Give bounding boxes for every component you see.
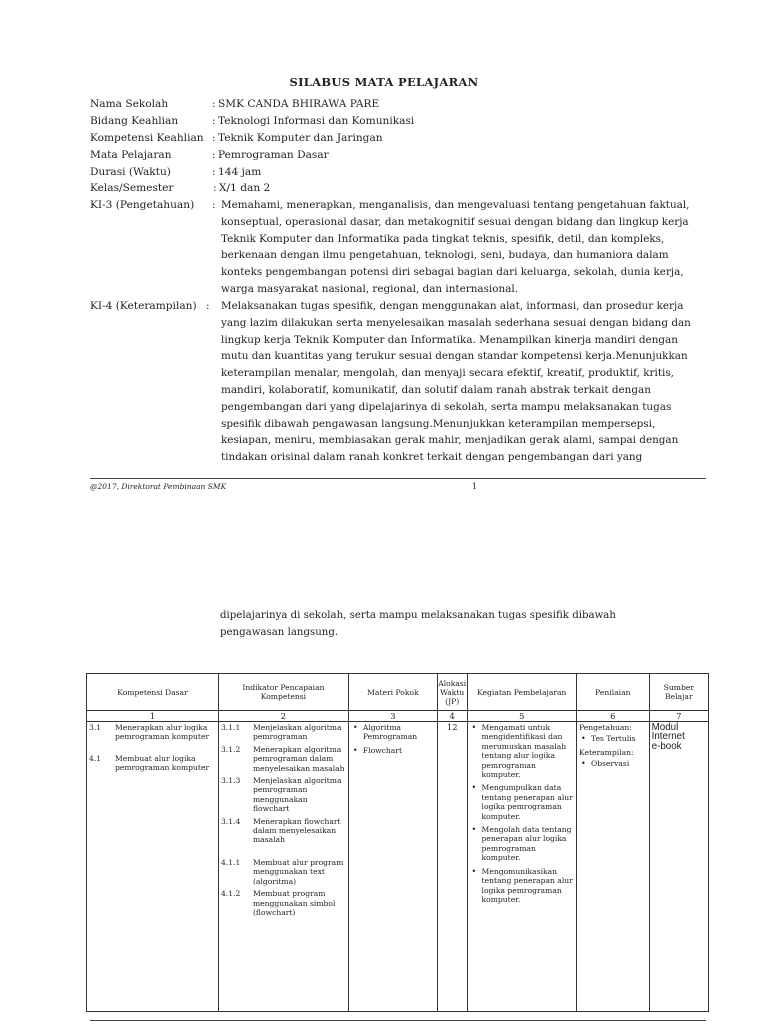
info-label: Mata Pelajaran bbox=[90, 149, 172, 161]
kd-item bbox=[89, 754, 216, 773]
indicator-item bbox=[221, 858, 346, 886]
indicator-item bbox=[221, 776, 346, 814]
materi-item: • Flowchart bbox=[351, 746, 435, 755]
info-colon: : bbox=[213, 182, 217, 194]
info-label: Durasi (Waktu) bbox=[90, 166, 171, 178]
info-row-school bbox=[90, 98, 710, 115]
info-colon: : bbox=[212, 98, 216, 110]
indicator-text: Membuat program menggunakan simbol (flowchart) bbox=[252, 889, 336, 917]
ki4-label: KI-4 (Keterampilan) bbox=[90, 300, 197, 312]
table-header-row bbox=[87, 674, 709, 711]
penilaian-pengetahuan-list bbox=[579, 734, 647, 743]
footer-divider bbox=[90, 478, 706, 479]
info-colon: : bbox=[212, 166, 216, 178]
indicator-item bbox=[221, 723, 346, 742]
ki4-paragraph bbox=[221, 298, 711, 466]
column-number: 2 bbox=[218, 711, 348, 722]
indicator-text: Membuat alur program menggunakan text (algoritma) bbox=[252, 857, 344, 886]
page-number: 1 bbox=[472, 482, 478, 491]
penilaian-item: • Tes Tertulis bbox=[579, 734, 647, 743]
ki3-label: KI-3 (Pengetahuan) bbox=[90, 199, 195, 211]
info-colon: : bbox=[206, 300, 210, 312]
ki4-line: keterampilan menalar, mengolah, dan menyaji secara efektif, kreatif, produktif, kritis, bbox=[221, 367, 674, 380]
sumber-item: Internet bbox=[651, 731, 685, 743]
document-title: SILABUS MATA PELAJARAN bbox=[289, 75, 479, 89]
ki4-line: Melaksanakan tugas spesifik, dengan menggunakan alat, informasi, dan prosedur kerja bbox=[221, 300, 684, 312]
ki3-line: warga masyarakat nasional, regional, dan internasional. bbox=[221, 282, 519, 295]
penilaian-keterampilan-label: Keterampilan: bbox=[579, 747, 634, 757]
indicator-text: Menerapkan flowchart dalam menyelesaikan masalah bbox=[252, 816, 341, 845]
indicator-number: 3.1.2 bbox=[220, 744, 241, 754]
indicator-number: 3.1.1 bbox=[220, 723, 241, 732]
ki4-line: mandiri, kolaboratif, komunikatif, dan solutif dalam ranah abstrak terkait dengan bbox=[221, 383, 651, 396]
ki3-paragraph bbox=[221, 197, 711, 298]
cell-materi-pokok bbox=[348, 722, 437, 1012]
info-row-field bbox=[90, 115, 710, 132]
cell-indikator bbox=[218, 722, 348, 1012]
info-label: Bidang Keahlian bbox=[90, 115, 179, 127]
continuation-line: pengawasan langsung. bbox=[220, 627, 339, 638]
penilaian-keterampilan-list bbox=[579, 759, 647, 768]
info-label: Nama Sekolah bbox=[90, 98, 169, 110]
header-penilaian: Penilaian bbox=[577, 674, 650, 711]
ki4-line: kesiapan, meniru, membiasakan gerak mahir, menjadikan gerak alami, sampai dengan bbox=[221, 434, 679, 447]
info-value: Teknologi Informasi dan Komunikasi bbox=[218, 115, 415, 127]
kegiatan-item: • Mengumpulkan data tentang penerapan alur logika pemrograman komputer. bbox=[470, 783, 574, 821]
info-row-duration bbox=[90, 166, 710, 183]
footer-copyright: @2017, Direktorat Pembinaan SMK bbox=[90, 482, 227, 491]
indicator-item bbox=[221, 889, 346, 917]
info-label: Kelas/Semester bbox=[90, 182, 174, 194]
cell-kegiatan bbox=[467, 722, 576, 1012]
header-kegiatan: Kegiatan Pembelajaran bbox=[467, 674, 576, 711]
ki3-line: konseptual, operasional dasar, dan metakognitif sesuai dengan bidang dan lingkup kerja bbox=[221, 215, 689, 228]
indicator-number: 4.1.2 bbox=[220, 889, 241, 899]
ki4-line: mutu dan kuantitas yang terukur sesuai dengan standar kompetensi kerja.Menunjukkan bbox=[221, 350, 688, 363]
kegiatan-list bbox=[470, 723, 574, 904]
info-colon: : bbox=[212, 199, 216, 211]
column-number: 1 bbox=[87, 711, 219, 722]
ki4-line: lingkup kerja Teknik Komputer dan Informatika. Menampilkan kinerja mandiri dengan bbox=[221, 333, 678, 346]
cell-alokasi-waktu: 12 bbox=[437, 722, 467, 1012]
sumber-item: e-book bbox=[651, 740, 682, 752]
ki4-line: pengembangan dari yang dipelajarinya di sekolah, serta mampu melaksanakan tugas bbox=[221, 400, 672, 413]
info-value: Teknik Komputer dan Jaringan bbox=[218, 132, 383, 144]
info-row-competency bbox=[90, 132, 710, 149]
ki4-line: tindakan orisinal dalam ranah konkret terkait dengan pengembangan dari yang bbox=[221, 451, 643, 464]
info-value: 144 jam bbox=[218, 166, 262, 178]
kegiatan-item: • Mengolah data tentang penerapan alur logika pemrograman komputer. bbox=[470, 825, 574, 863]
column-number: 5 bbox=[467, 711, 576, 722]
ki4-line: spesifik dibawah pengawasan langsung.Menunjukkan keterampilan mempersepsi, bbox=[221, 417, 656, 430]
continuation-line: dipelajarinya di sekolah, serta mampu melaksanakan tugas spesifik dibawah bbox=[220, 610, 616, 621]
syllabus-table bbox=[86, 673, 709, 1012]
indicator-item bbox=[221, 745, 346, 773]
indicator-item bbox=[221, 817, 346, 845]
header-kompetensi-dasar: Kompetensi Dasar bbox=[87, 674, 219, 711]
penilaian-item: • Observasi bbox=[579, 759, 647, 768]
info-colon: : bbox=[212, 149, 216, 161]
table-row bbox=[87, 722, 709, 1012]
column-number: 4 bbox=[437, 711, 467, 722]
kd-text: Membuat alur logika pemrograman komputer bbox=[115, 753, 210, 773]
info-value: Pemrograman Dasar bbox=[218, 149, 329, 161]
ki3-line: berkenaan dengan ilmu pengetahuan, teknologi, seni, budaya, dan humaniora dalam bbox=[221, 249, 669, 262]
indicator-number: 4.1.1 bbox=[220, 857, 241, 867]
ki3-line: konteks pengembangan potensi diri sebagai bagian dari keluarga, sekolah, dunia kerja, bbox=[221, 266, 684, 279]
indicator-text: Menjelaskan algoritma pemrograman menggunakan flowchart bbox=[252, 776, 342, 814]
indicator-text: Menerapkan algoritma pemrograman dalam menyelesaikan masalah bbox=[252, 744, 345, 773]
column-number: 3 bbox=[348, 711, 437, 722]
indicator-number: 3.1.3 bbox=[220, 776, 241, 786]
materi-item: • Algoritma Pemrograman bbox=[351, 723, 435, 742]
sumber-item: Modul bbox=[651, 722, 679, 733]
info-value: X/1 dan 2 bbox=[219, 182, 271, 194]
kd-item bbox=[89, 723, 216, 742]
penilaian-pengetahuan-label: Pengetahuan: bbox=[579, 723, 632, 732]
header-indikator: Indikator Pencapaian Kompetensi bbox=[218, 674, 348, 711]
ki3-line: Memahami, menerapkan, menganalisis, dan mengevaluasi tentang pengetahuan faktual, bbox=[221, 199, 690, 211]
indicator-text: Menjelaskan algoritma pemrograman bbox=[252, 723, 342, 742]
kd-number: 4.1 bbox=[89, 753, 102, 763]
indicator-spacer bbox=[221, 848, 346, 858]
materi-list bbox=[351, 723, 435, 755]
cell-kompetensi-dasar bbox=[87, 722, 219, 1012]
bottom-divider bbox=[90, 1020, 706, 1021]
kegiatan-item: • Mengamati untuk mengidentifikasi dan merumuskan masalah tentang alur logika pemrograman komputer. bbox=[470, 723, 574, 779]
info-colon: : bbox=[212, 115, 216, 127]
info-row-subject bbox=[90, 149, 710, 166]
header-materi-pokok: Materi Pokok bbox=[348, 674, 437, 711]
info-colon: : bbox=[212, 132, 216, 144]
continuation-text bbox=[220, 607, 616, 641]
column-number: 7 bbox=[649, 711, 708, 722]
ki3-line: Teknik Komputer dan Informatika pada tingkat teknis, spesifik, detil, dan kompleks, bbox=[221, 232, 665, 245]
column-number: 6 bbox=[577, 711, 650, 722]
info-value: SMK CANDA BHIRAWA PARE bbox=[218, 98, 380, 110]
ki4-line: yang lazim dilakukan serta menyelesaikan masalah sederhana sesuai dengan bidang dan bbox=[221, 316, 691, 329]
kd-number: 3.1 bbox=[89, 723, 102, 732]
header-sumber-belajar: Sumber Belajar bbox=[649, 674, 708, 711]
kegiatan-item: • Mengomunikasikan tentang penerapan alur logika pemrograman komputer. bbox=[470, 867, 574, 905]
indicator-number: 3.1.4 bbox=[220, 816, 241, 826]
kd-text: Menerapkan alur logika pemrograman komputer bbox=[115, 723, 210, 742]
info-label: Kompetensi Keahlian bbox=[90, 132, 204, 144]
cell-sumber-belajar bbox=[649, 722, 708, 1012]
header-alokasi-waktu: Alokasi Waktu (JP) bbox=[437, 674, 467, 711]
table-number-row bbox=[87, 711, 709, 722]
cell-penilaian bbox=[577, 722, 650, 1012]
